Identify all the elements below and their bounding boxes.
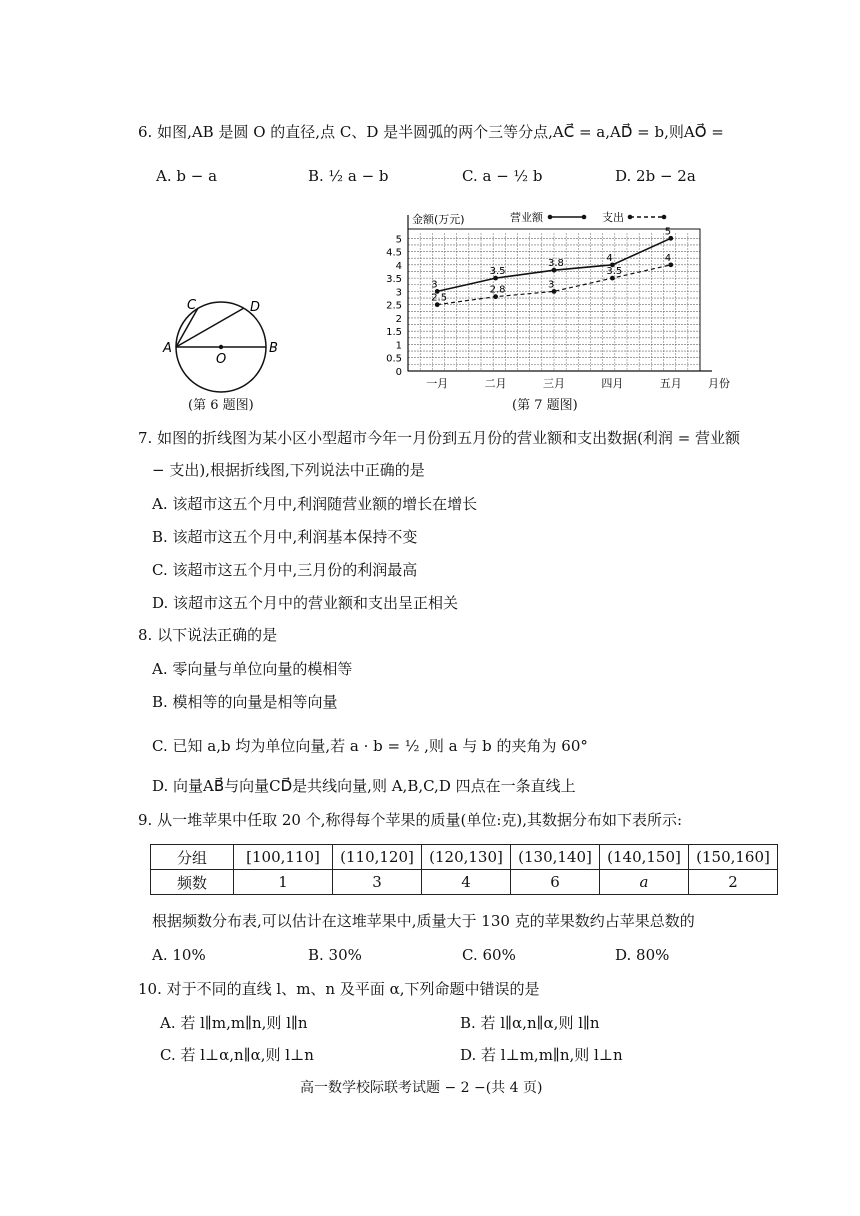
table-group-cell: (120,130] <box>422 845 511 870</box>
data-label: 4 <box>606 252 613 264</box>
point-c-label: C <box>187 298 197 313</box>
data-label: 3.5 <box>489 266 506 278</box>
y-tick-label: 5 <box>395 234 402 246</box>
y-tick-label: 0.5 <box>386 353 402 365</box>
q8-option-b: B. 模相等的向量是相等向量 <box>152 693 338 711</box>
table-count-cell: a <box>600 870 689 895</box>
q7-line-chart <box>370 205 730 397</box>
table-count-cell: 2 <box>689 870 778 895</box>
q9-frequency-table <box>150 844 778 895</box>
q6-figure-caption: (第 6 题图) <box>188 398 254 413</box>
y-tick-label: 3.5 <box>386 274 402 286</box>
q6-option-b: B. ½ a − b <box>308 167 389 185</box>
q8-option-a: A. 零向量与单位向量的模相等 <box>152 660 353 678</box>
q9-option-a: A. 10% <box>152 946 206 964</box>
x-tick-label: 四月 <box>601 377 624 390</box>
table-count-cell: 3 <box>333 870 422 895</box>
data-label: 3.5 <box>606 266 623 278</box>
y-tick-label: 4 <box>395 260 402 272</box>
q9-followup: 根据频数分布表,可以估计在这堆苹果中,质量大于 130 克的苹果数约占苹果总数的 <box>152 912 695 930</box>
table-group-cell: (150,160] <box>689 845 778 870</box>
x-tick-label: 五月 <box>659 377 682 390</box>
x-tick-label: 三月 <box>543 377 565 390</box>
data-label: 2.8 <box>489 284 506 296</box>
data-label: 3 <box>548 279 555 291</box>
q10-option-b: B. 若 l∥α,n∥α,则 l∥n <box>460 1014 600 1032</box>
table-count-cell: 1 <box>234 870 333 895</box>
x-axis-label: 月份 <box>708 377 730 390</box>
q10-option-d: D. 若 l⊥m,m∥n,则 l⊥n <box>460 1046 623 1064</box>
y-tick-label: 3 <box>395 287 402 299</box>
q7-stem-line1: 7. 如图的折线图为某小区小型超市今年一月份到五月份的营业额和支出数据(利润 = 营业额 <box>138 429 741 447</box>
table-group-cell: [100,110] <box>234 845 333 870</box>
y-axis-label: 金额(万元) <box>412 213 465 226</box>
table-row <box>151 870 778 895</box>
data-label: 3.8 <box>548 258 564 270</box>
y-tick-label: 2 <box>395 313 402 325</box>
q7-option-c: C. 该超市这五个月中,三月份的利润最高 <box>152 561 418 579</box>
q6-option-a: A. b − a <box>156 167 218 185</box>
q10-option-a: A. 若 l∥m,m∥n,则 l∥n <box>160 1014 308 1032</box>
data-label: 2.5 <box>431 292 448 304</box>
data-label: 5 <box>664 226 672 238</box>
legend-marker <box>548 215 553 220</box>
point-d-label: D <box>250 300 261 315</box>
q7-stem-line2: − 支出),根据折线图,下列说法中正确的是 <box>152 461 425 479</box>
q10-option-c: C. 若 l⊥α,n∥α,则 l⊥n <box>160 1046 314 1064</box>
table-row-label: 频数 <box>151 870 234 895</box>
table-row <box>151 845 778 870</box>
q10-stem: 10. 对于不同的直线 l、m、n 及平面 α,下列命题中错误的是 <box>138 980 540 998</box>
q6-stem: 6. 如图,AB 是圆 O 的直径,点 C、D 是半圆弧的两个三等分点,AC⃗ = a,AD⃗ = b,则AO⃗ = <box>138 123 724 141</box>
q9-stem: 9. 从一堆苹果中任取 20 个,称得每个苹果的质量(单位:克),其数据分布如下表所示: <box>138 811 683 829</box>
legend-label: 营业额 <box>510 211 543 224</box>
legend-label: 支出 <box>602 211 624 224</box>
data-label: 3 <box>431 279 438 291</box>
q9-option-b: B. 30% <box>308 946 362 964</box>
x-tick-label: 二月 <box>484 377 507 390</box>
legend-marker <box>662 215 667 220</box>
q9-option-c: C. 60% <box>462 946 516 964</box>
y-tick-label: 1 <box>395 340 402 352</box>
table-count-cell: 4 <box>422 870 511 895</box>
table-group-cell: (110,120] <box>333 845 422 870</box>
table-header-label: 分组 <box>151 845 234 870</box>
q8-option-d: D. 向量AB⃗与向量CD⃗是共线向量,则 A,B,C,D 四点在一条直线上 <box>152 777 576 795</box>
legend-marker <box>628 215 633 220</box>
q7-figure-caption: (第 7 题图) <box>512 398 578 413</box>
legend-marker <box>582 215 587 220</box>
q7-option-b: B. 该超市这五个月中,利润基本保持不变 <box>152 528 418 546</box>
y-tick-label: 2.5 <box>386 300 402 312</box>
q7-option-d: D. 该超市这五个月中的营业额和支出呈正相关 <box>152 594 459 612</box>
q6-circle-figure <box>160 295 290 395</box>
q8-stem: 8. 以下说法正确的是 <box>138 626 278 644</box>
q7-option-a: A. 该超市这五个月中,利润随营业额的增长在增长 <box>152 495 478 513</box>
y-tick-label: 4.5 <box>386 247 402 259</box>
point-a-label: A <box>163 341 172 356</box>
x-tick-label: 一月 <box>426 377 449 390</box>
table-count-cell: 6 <box>511 870 600 895</box>
table-group-cell: (130,140] <box>511 845 600 870</box>
point-b-label: B <box>269 341 278 356</box>
y-tick-label: 1.5 <box>386 327 402 339</box>
q9-option-d: D. 80% <box>615 946 670 964</box>
q6-option-c: C. a − ½ b <box>462 167 543 185</box>
q6-option-d: D. 2b − 2a <box>615 167 696 185</box>
page-footer: 高一数学校际联考试题 − 2 −(共 4 页) <box>300 1080 543 1096</box>
q8-option-c: C. 已知 a,b 均为单位向量,若 a · b = ½ ,则 a 与 b 的夹角为 60° <box>152 737 588 755</box>
data-label: 4 <box>664 252 672 264</box>
table-group-cell: (140,150] <box>600 845 689 870</box>
y-tick-label: 0 <box>395 367 402 378</box>
point-o-label: O <box>216 352 227 367</box>
